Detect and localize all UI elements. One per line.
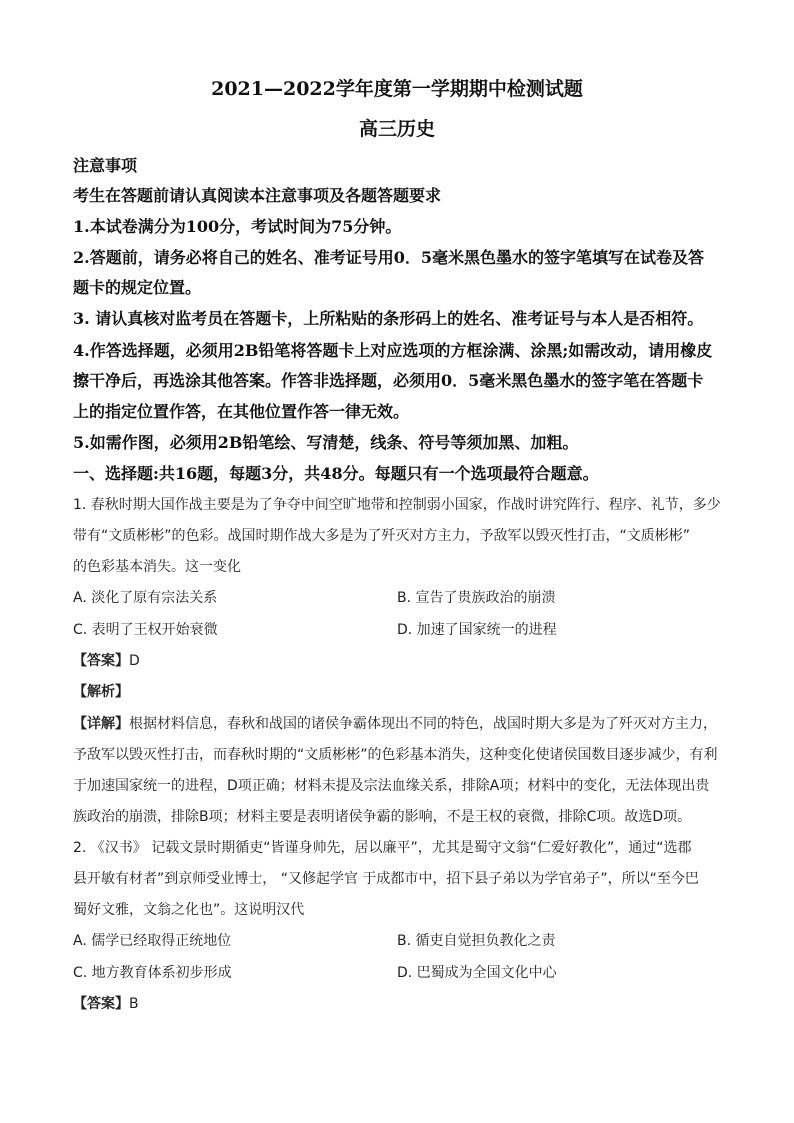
answer-label: 答案 bbox=[87, 653, 115, 669]
notes-item: 1.本试卷满分为100分，考试时间为75分钟。 bbox=[73, 217, 402, 236]
detail-text: 于加速国家统一的进程，D项正确；材料未提及宗法血缘关系，排除A项；材料中的变化，无法体现出贵 bbox=[73, 778, 710, 794]
option-a: A. 淡化了原有宗法关系 bbox=[73, 590, 218, 606]
answer-value: D bbox=[129, 653, 140, 669]
answer-line: 【答案】D bbox=[73, 653, 140, 669]
exam-title: 2021—2022学年度第一学期期中检测试题 bbox=[211, 78, 583, 100]
option-d: D. 巴蜀成为全国文化中心 bbox=[397, 965, 557, 981]
answer-line: 【答案】B bbox=[73, 996, 139, 1012]
question-stem-line: 带有“文质彬彬”的色彩。战国时期作战大多是为了歼灭对方主力，予敌军以毁灭性打击，“文质彬彬” bbox=[73, 528, 691, 544]
notes-item: 上的指定位置作答，在其他位置作答一律无效。 bbox=[73, 402, 410, 421]
option-c: C. 地方教育体系初步形成 bbox=[73, 965, 232, 981]
exam-subtitle: 高三历史 bbox=[358, 118, 435, 140]
option-a: A. 儒学已经取得正统地位 bbox=[73, 933, 232, 949]
question-stem-line: 县开敏有材者”到京师受业博士， “又修起学官 于成都市中，招下县子弟以为学官弟子”，所以“至今巴 bbox=[73, 871, 699, 887]
option-d: D. 加速了国家统一的进程 bbox=[397, 622, 557, 638]
detail-text: 根据材料信息，春秋和战国的诸侯争霸体现出不同的特色，战国时期大多是为了歼灭对方主力， bbox=[129, 716, 717, 732]
notes-item: 5.如需作图，必须用2B铅笔绘、写清楚，线条、符号等须加黑、加粗。 bbox=[73, 433, 579, 452]
notes-item: 2.答题前，请务必将自己的姓名、准考证号用0．5毫米黑色墨水的签字笔填写在试卷及答 bbox=[73, 248, 704, 267]
option-c: C. 表明了王权开始衰微 bbox=[73, 622, 218, 638]
notes-item: 题卡的规定位置。 bbox=[73, 278, 202, 297]
detail-text: 族政治的崩溃，排除B项；材料主要是表明诸侯争霸的影响，不是王权的衰微，排除C项。故选D项。 bbox=[73, 809, 692, 825]
notes-item: 3. 请认真核对监考员在答题卡，上所粘贴的条形码上的姓名、准考证号与本人是否相符。 bbox=[73, 309, 704, 328]
answer-value: B bbox=[129, 996, 139, 1012]
question-stem-line: 2. 《汉书》 记载文景时期循吏“皆谨身帅先，居以廉平”，尤其是蜀守文翁“仁爱好教化”，通过“选郡 bbox=[73, 840, 692, 856]
detail-line: 【详解】根据材料信息，春秋和战国的诸侯争霸体现出不同的特色，战国时期大多是为了歼灭对方主力， bbox=[73, 716, 717, 732]
notes-item: 擦干净后，再选涂其他答案。作答非选择题，必须用0．5毫米黑色墨水的签字笔在答题卡 bbox=[73, 371, 704, 390]
question-stem-line: 的色彩基本消失。这一变化 bbox=[73, 559, 241, 575]
option-b: B. 宣告了贵族政治的崩溃 bbox=[397, 590, 556, 606]
detail-text: 予敌军以毁灭性打击，而春秋时期的“文质彬彬”的色彩基本消失，这种变化使诸侯国数目逐步减少，有利 bbox=[73, 747, 718, 763]
analysis-line: 【解析】 bbox=[73, 684, 129, 700]
notes-lead: 考生在答题前请认真阅读本注意事项及各题答题要求 bbox=[73, 186, 442, 205]
notes-heading: 注意事项 bbox=[73, 156, 138, 175]
detail-label: 详解 bbox=[87, 716, 115, 732]
notes-item: 4.作答选择题，必须用2B铅笔将答题卡上对应选项的方框涂满、涂黑;如需改动，请用橡皮 bbox=[73, 341, 713, 360]
question-stem-line: 1. 春秋时期大国作战主要是为了争夺中间空旷地带和控制弱小国家，作战时讲究阵行、程序、礼节，多少 bbox=[73, 497, 721, 513]
option-b: B. 循吏自觉担负教化之责 bbox=[397, 933, 556, 949]
analysis-label: 解析 bbox=[87, 684, 115, 700]
question-stem-line: 蜀好文雅，文翁之化也”。这说明汉代 bbox=[73, 902, 305, 918]
answer-label: 答案 bbox=[87, 996, 115, 1012]
section-heading: 一、选择题:共16题，每题3分，共48分。每题只有一个选项最符合题意。 bbox=[73, 464, 599, 483]
